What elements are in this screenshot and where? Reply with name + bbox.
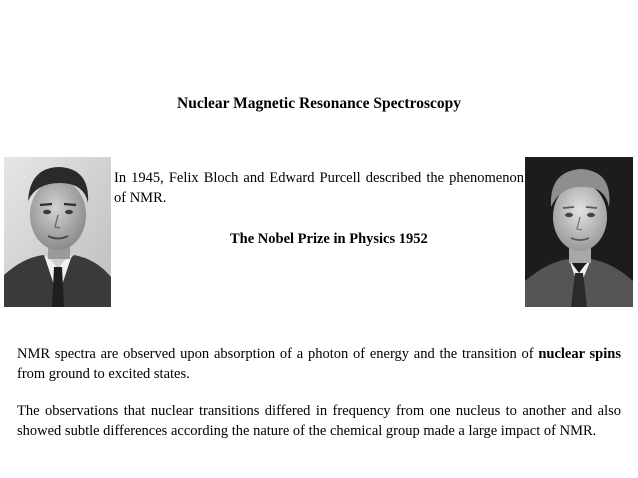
portrait-photo-right: [525, 157, 633, 307]
paragraph-text-end: from ground to excited states.: [17, 365, 190, 382]
portrait-photo-icon: [4, 157, 111, 307]
intro-text: In 1945, Felix Bloch and Edward Purcell described the phenomenon of NMR.: [114, 170, 524, 206]
bold-term-nuclear-spins: nuclear spins: [538, 346, 621, 362]
paragraph-observations: The observations that nuclear transitions differed in frequency from one nucleus to another and also showed subtle differences according the nature of the chemical group made a large impact of NMR.: [17, 403, 621, 439]
nobel-prize-caption: The Nobel Prize in Physics 1952: [230, 231, 428, 247]
slide-title: Nuclear Magnetic Resonance Spectroscopy: [177, 95, 461, 112]
portrait-photo-icon: [525, 157, 633, 307]
portrait-photo-left: [4, 157, 111, 307]
paragraph-nmr-spectra: [17, 345, 621, 384]
paragraph-text-start: NMR spectra are observed upon absorption of a photon of energy and the transition of: [17, 346, 539, 362]
